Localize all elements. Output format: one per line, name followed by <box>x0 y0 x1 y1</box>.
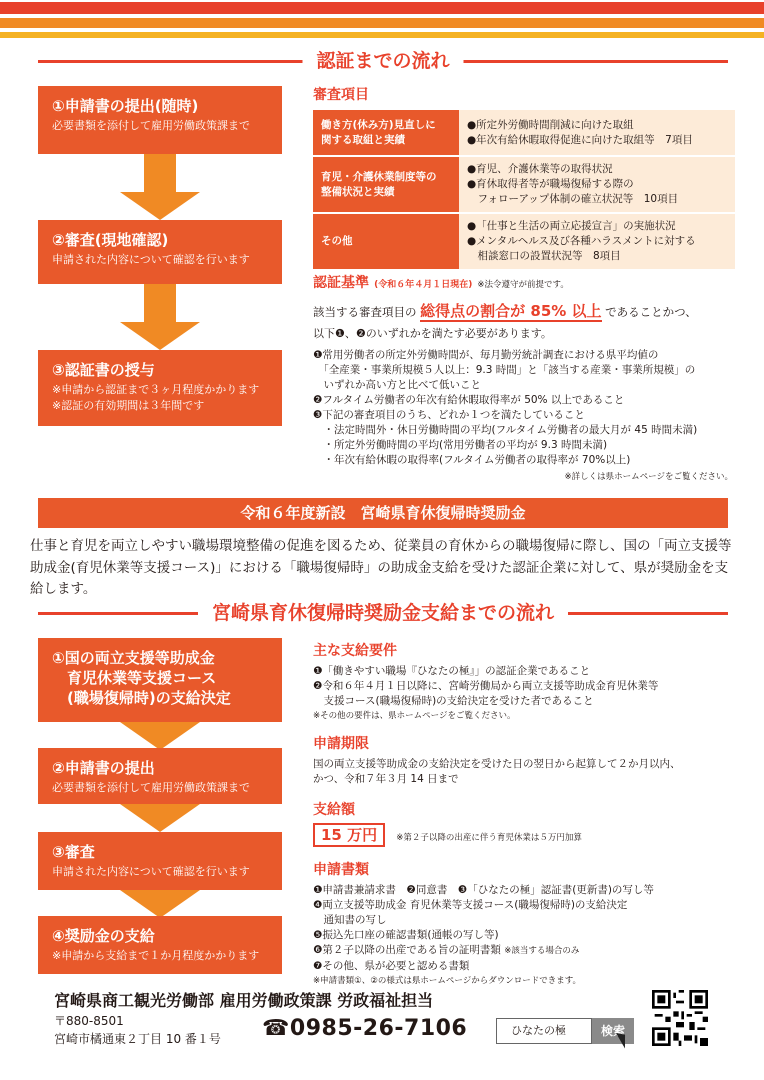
requirements-note: ※その他の要件は、県ホームページをご覧ください。 <box>313 711 516 721</box>
step-title: ②申請書の提出 <box>52 759 155 777</box>
bonus-flow-heading <box>38 598 728 628</box>
table-row <box>313 110 735 156</box>
cert-step-2 <box>38 220 282 284</box>
footer-zip: 〒880-8501 <box>54 1014 124 1028</box>
review-section <box>313 84 733 271</box>
step-title: 育児休業等支援コース <box>52 669 217 687</box>
criteria-conditions: ❶常用労働者の所定外労働時間が、毎月勤労統計調査における県平均値の 「全産業・事業所規模５人以上：9.3 時間」と「該当する産業・事業所規模」の いずれか高い方と比べて低いこと ❷フルタイム労働者の年次有給休暇取得率が 50% 以上であること ❸下記の審査項目のうち、どれか１つを満たしていること ・法定時間外・休日労働時間の平均(フルタイム労働者の最大月が 45 時間未満) ・所定外労働時間の平均(常用労働者の平均が 9.3 時間未満) ・年次有給休暇の取得率(フルタイム労働者の取得率が 70%以上) <box>313 349 698 466</box>
documents-heading: 申請書類 <box>313 862 369 878</box>
documents-list: ❶申請書兼請求書 ❷同意書 ❸「ひなたの極」認証書(更新書)の写し等 ❹両立支援等助成金 育児休業等支援コース(職場復帰時)の支給決定 通知書の写し ❺振込先口座の確認書類(通帳の写し等) ❻第２子以降の出産である旨の証明書類 ※該当する場合のみ ❼その他、県が必要と認める書類 <box>313 884 654 972</box>
step-title: ①国の両立支援等助成金 <box>52 649 215 667</box>
criteria-section <box>313 272 733 482</box>
requirements-list: ❶「働きやすい職場『ひなたの極』」の認証企業であること ❷令和６年４月１日以降に、宮崎労働局から両立支援等助成金育児休業等 支援コース(職場復帰時)の支給決定を受けた者であること <box>313 665 659 707</box>
search-input[interactable]: ひなたの極 <box>496 1018 592 1044</box>
header-stripes <box>0 0 764 38</box>
bonus-step-3 <box>38 832 282 890</box>
step-title: (職場復帰時)の支給決定 <box>52 689 231 707</box>
search-button[interactable]: 検索 <box>592 1018 634 1044</box>
criteria-detail-note: ※詳しくは県ホームページをご覧ください。 <box>564 472 733 482</box>
footer-address: 宮崎市橘通東２丁目 10 番１号 <box>54 1032 221 1046</box>
cert-step-3 <box>38 350 282 426</box>
review-table <box>313 110 735 271</box>
qr-code-icon[interactable] <box>652 990 708 1046</box>
new-program-banner: 令和６年度新設 宮崎県育休復帰時奨励金 <box>38 498 728 528</box>
review-category: 育児・介護休業制度等の 整備状況と実績 <box>313 156 459 213</box>
step-desc: ※申請から支給まで１か月程度かかります <box>52 949 260 962</box>
step-title: ③審査 <box>52 843 95 861</box>
criteria-emphasis: 総得点の割合が 85% 以上 <box>420 302 602 320</box>
review-items: ●「仕事と生活の両立応援宣言」の実施状況 ●メンタルヘルス及び各種ハラスメントに対する 相談窓口の設置状況等 8項目 <box>459 213 735 270</box>
arrow-down-icon <box>120 284 200 350</box>
review-heading: 審査項目 <box>313 87 369 103</box>
intro-text: 仕事と育児を両立しやすい職場環境整備の促進を図るため、従業員の育休からの職場復帰に際し、国の「両立支援等助成金(育児休業等支援コース)」における「職場復帰時」の助成金支給を受けた認証企業に対して、県が奨励金を支給します。 <box>30 538 732 597</box>
arrow-down-icon <box>120 722 200 748</box>
bonus-step-2 <box>38 748 282 804</box>
amount-value: 15 万円 <box>313 823 385 847</box>
amount-row <box>313 823 733 847</box>
criteria-heading: 認証基準 <box>313 275 369 291</box>
amount-note: ※第２子以降の出産に伴う育児休業は５万円加算 <box>396 833 582 843</box>
table-row <box>313 156 735 213</box>
step-desc: 必要書類を添付して雇用労働政策課まで <box>52 781 250 794</box>
bonus-step-4 <box>38 916 282 974</box>
criteria-date-note: (令和６年４月１日現在) <box>374 280 473 290</box>
cert-flow-title: 認証までの流れ <box>302 46 463 76</box>
review-category: 働き方(休み方)見直しに 関する取組と実績 <box>313 110 459 156</box>
documents-note: ※申請書類①、②の様式は県ホームページからダウンロードできます。 <box>313 976 582 986</box>
cert-step-1 <box>38 86 282 154</box>
review-items: ●所定外労働時間削減に向けた取組 ●年次有給休暇取得促進に向けた取組等 7項目 <box>459 110 735 156</box>
period-heading: 申請期限 <box>313 736 369 752</box>
step-title: ④奨励金の支給 <box>52 927 155 945</box>
criteria-law-note: ※法令遵守が前提です。 <box>477 280 569 290</box>
bonus-details <box>313 640 733 986</box>
cert-flow-heading <box>38 46 728 76</box>
criteria-line-2: 以下❶、❷のいずれかを満たす必要があります。 <box>313 327 552 340</box>
bonus-flow-title: 宮崎県育休復帰時奨励金支給までの流れ <box>198 598 568 628</box>
table-row <box>313 213 735 270</box>
stripe-orange <box>0 18 764 28</box>
arrow-down-icon <box>120 154 200 220</box>
arrow-down-icon <box>120 890 200 918</box>
footer-organization: 宮崎県商工観光労働部 雇用労働政策課 労政福祉担当 <box>54 991 434 1010</box>
amount-heading: 支給額 <box>313 802 355 818</box>
step-title: ①申請書の提出(随時) <box>52 97 199 115</box>
stripe-red <box>0 2 764 14</box>
arrow-down-icon <box>120 804 200 832</box>
step-title: ③認証書の授与 <box>52 361 155 379</box>
review-items: ●育児、介護休業等の取得状況 ●育休取得者等が職場復帰する際の フォローアップ体制の確立状況等 10項目 <box>459 156 735 213</box>
requirements-heading: 主な支給要件 <box>313 643 397 659</box>
footer-phone: ☎0985-26-7106 <box>262 1016 468 1041</box>
step-desc: ※申請から認証まで３ヶ月程度かかります <box>52 383 260 396</box>
review-category: その他 <box>313 213 459 270</box>
step-title: ②審査(現地確認) <box>52 231 169 249</box>
period-text: 国の両立支援等助成金の支給決定を受けた日の翌日から起算して２か月以内、 かつ、令和７年３月 14 日まで <box>313 758 681 785</box>
stripe-yellow <box>0 32 764 38</box>
bonus-step-1 <box>38 638 282 722</box>
criteria-line-1: 該当する審査項目の 総得点の割合が 85% 以上 であることかつ、 <box>313 302 697 320</box>
step-desc: 申請された内容について確認を行います <box>52 253 250 266</box>
step-desc: 必要書類を添付して雇用労働政策課まで <box>52 119 250 132</box>
step-desc: ※認証の有効期間は３年間です <box>52 399 205 412</box>
step-desc: 申請された内容について確認を行います <box>52 865 250 878</box>
